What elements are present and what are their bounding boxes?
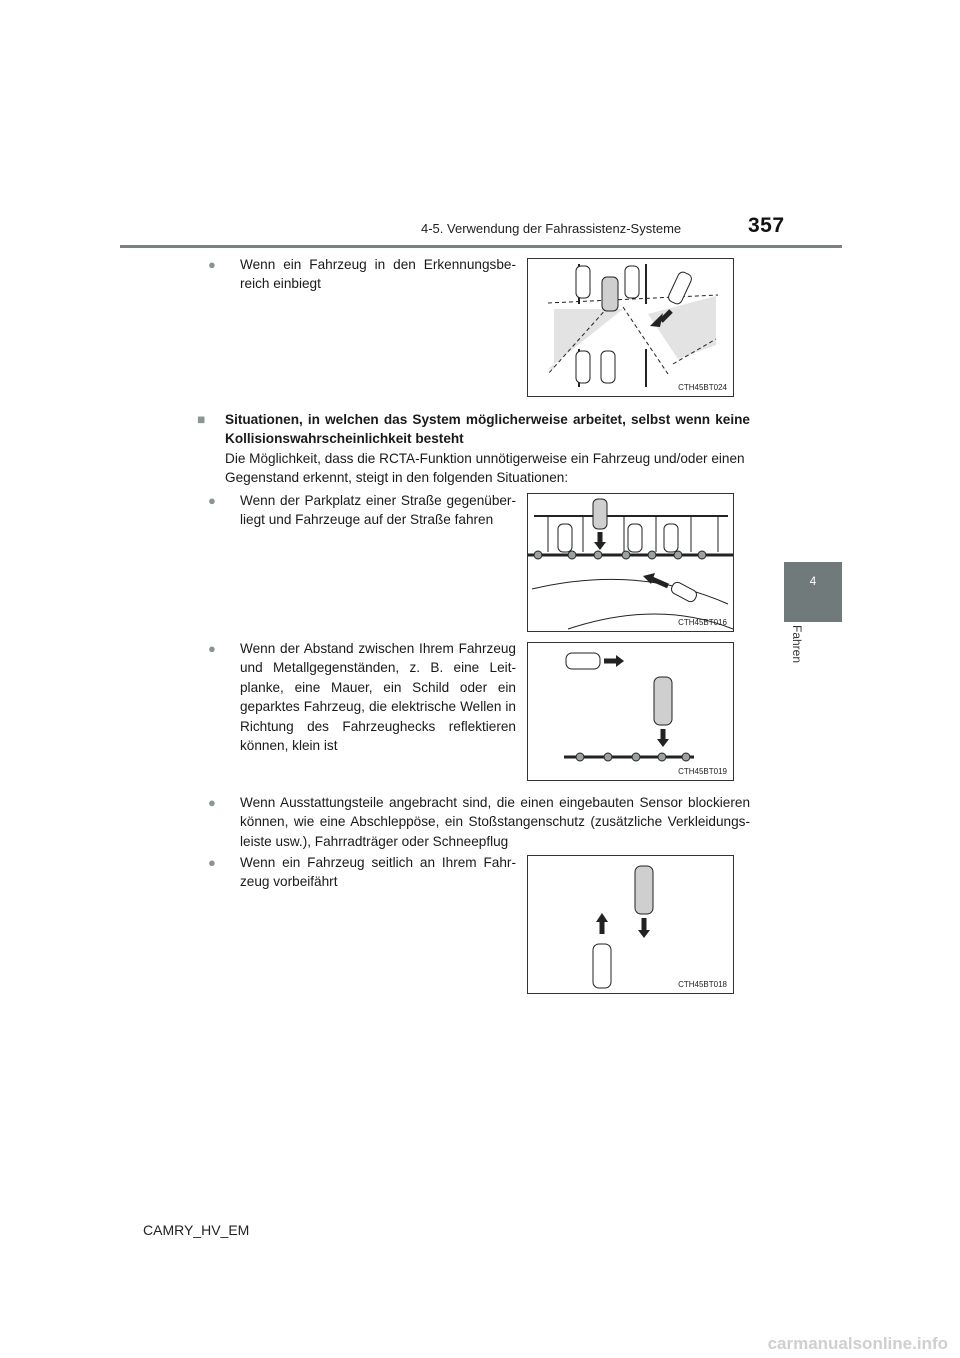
bullet-text: Wenn ein Fahrzeug seitlich an Ihrem Fahr-zeug vorbeifährt xyxy=(240,855,516,890)
bullet-text: Wenn ein Fahrzeug in den Erkennungsbe-reich einbiegt xyxy=(240,257,516,292)
bullet-parking-opposite-road xyxy=(208,491,516,530)
footer-model-code: CAMRY_HV_EM xyxy=(143,1222,250,1238)
bullet-dot-icon: ● xyxy=(208,493,216,508)
bullet-text: Wenn Ausstattungsteile angebracht sind, die einen eingebauten Sensor blockieren können, wie eine Abschleppöse, ein Stoßstangenschutz (zusätzliche Verkleidungs-leiste usw.), Fahrradträger oder Schneepflug xyxy=(240,795,750,849)
chapter-tab[interactable] xyxy=(784,562,842,622)
chapter-label: Fahren xyxy=(790,625,804,664)
section-heading: ■ Situationen, in welchen das System möglicherweise arbeitet, selbst wenn keine Kollisionswahrscheinlichkeit besteht xyxy=(197,412,750,447)
figure-cth45bt024 xyxy=(527,258,734,397)
figure-code: CTH45BT016 xyxy=(678,618,727,627)
figure-code: CTH45BT024 xyxy=(678,383,727,392)
figure-code: CTH45BT019 xyxy=(678,767,727,776)
bullet-text: Wenn der Parkplatz einer Straße gegenüber-liegt und Fahrzeuge auf der Straße fahren xyxy=(240,493,516,528)
figure-code: CTH45BT018 xyxy=(678,980,727,989)
header-rule xyxy=(120,245,842,248)
bullet-dot-icon: ● xyxy=(208,855,216,870)
figure-cth45bt016 xyxy=(527,493,734,632)
bullet-dot-icon: ● xyxy=(208,257,216,272)
figure-cth45bt019 xyxy=(527,642,734,781)
square-bullet-icon: ■ xyxy=(197,412,206,427)
section-intro: Die Möglichkeit, dass die RCTA-Funktion unnötigerweise ein Fahrzeug und/oder einen Gegenstand erkennt, steigt in den folgenden Situationen: xyxy=(225,451,745,486)
figure-cth45bt018 xyxy=(527,855,734,994)
page-number: 357 xyxy=(748,214,785,237)
bullet-dot-icon: ● xyxy=(208,795,216,810)
chapter-number: 4 xyxy=(809,574,817,588)
watermark: carmanualsonline.info xyxy=(767,1334,948,1353)
bullet-entering-vehicle xyxy=(208,255,516,294)
bullet-text: Wenn der Abstand zwischen Ihrem Fahrzeug und Metallgegenständen, z. B. eine Leit-planke, eine Mauer, ein Schild oder ein geparktes Fahrzeug, die elektrische Wellen in Richtung des Fahrzeughecks reflektieren können, klein ist xyxy=(240,641,516,754)
bullet-metal-objects-distance xyxy=(208,639,516,755)
header-section-title: 4-5. Verwendung der Fahrassistenz-Systeme xyxy=(421,221,682,236)
bullet-equipment-blocking-sensor xyxy=(208,793,750,851)
bullet-vehicle-passing-side xyxy=(208,853,516,892)
bullet-dot-icon: ● xyxy=(208,641,216,656)
